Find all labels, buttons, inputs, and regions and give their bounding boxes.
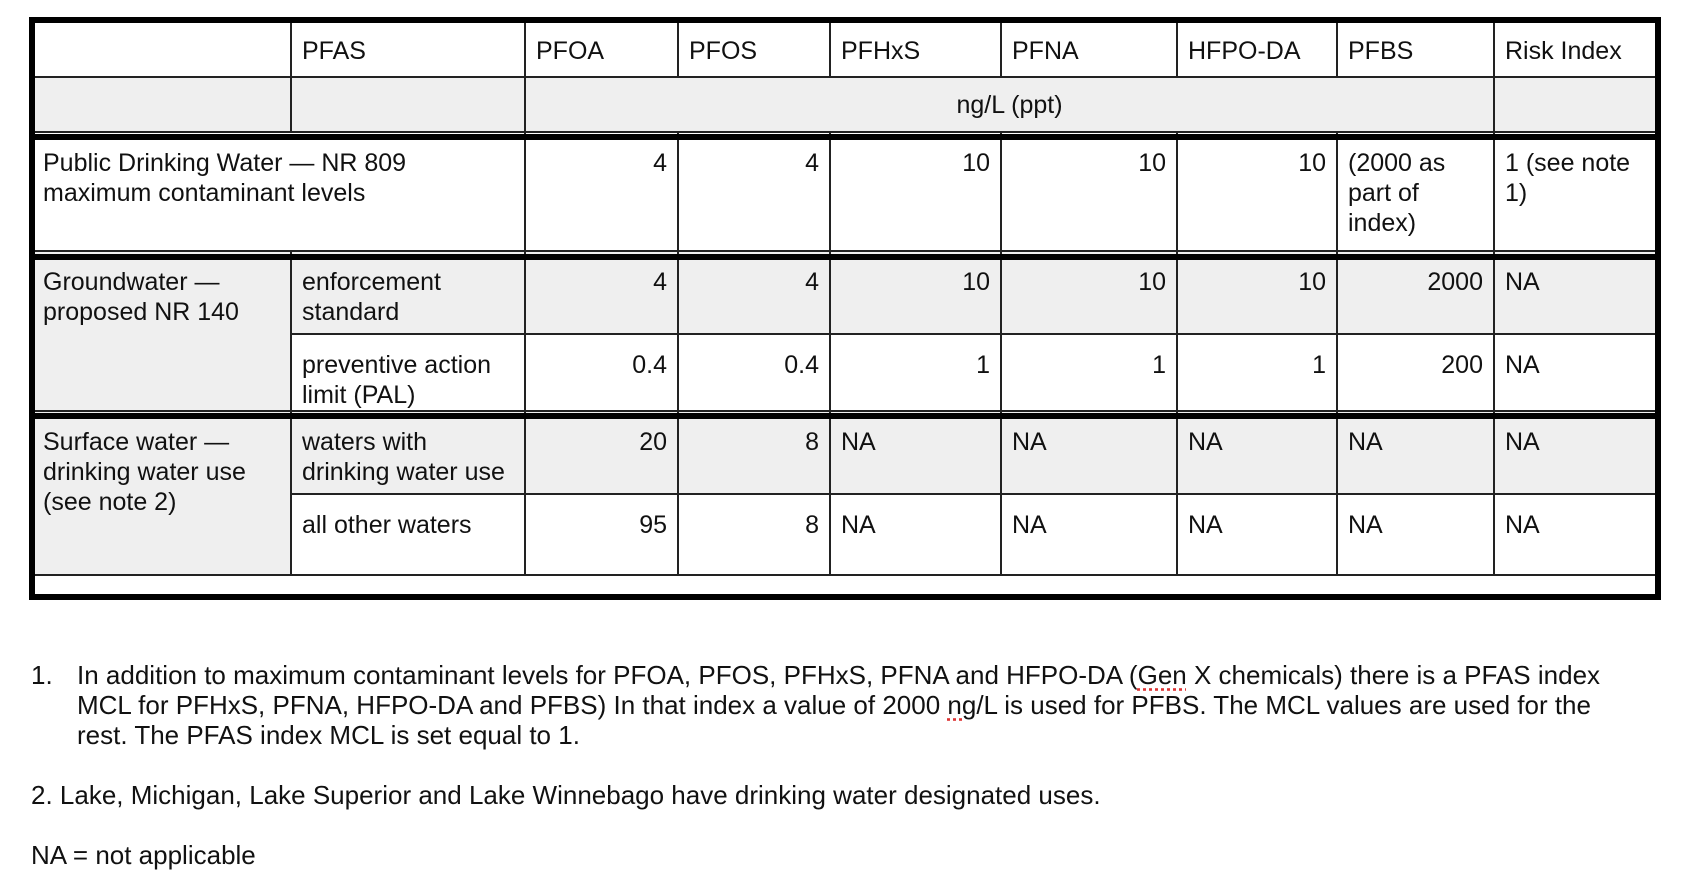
note-1	[31, 660, 1671, 750]
table-cell-risk-index: NA	[1494, 334, 1660, 411]
surface-water-label: Surface water — drinking water use (see note 2)	[32, 411, 291, 575]
table-cell: 1	[1001, 334, 1177, 411]
public-drinking-water-label	[32, 132, 525, 251]
note-1-text	[77, 660, 1671, 750]
public-drinking-water-label-text: Public Drinking Water — NR 809 maximum contaminant levels	[43, 149, 407, 207]
table-cell: NA	[1001, 411, 1177, 494]
table-cell: NA	[1177, 494, 1337, 575]
note-1-text-part: In addition to maximum contaminant levels for PFOA, PFOS, PFHxS, PFNA and HFPO-DA (	[77, 660, 1138, 690]
groundwater-row-enforcement	[32, 251, 1660, 334]
header-pfna: PFNA	[1001, 20, 1177, 77]
table-cell-risk-index: 1 (see note 1)	[1494, 132, 1660, 251]
units-row	[32, 77, 1660, 132]
table-cell: 10	[1001, 251, 1177, 334]
header-pfas: PFAS	[291, 20, 525, 77]
units-blank-cell	[1494, 77, 1660, 132]
table-cell: 1	[1177, 334, 1337, 411]
table-cell: 4	[525, 132, 678, 251]
table-cell: NA	[1001, 494, 1177, 575]
header-row	[32, 20, 1660, 77]
table-cell-pfbs-index-note: (2000 as part of index)	[1337, 132, 1494, 251]
table-cell: 8	[678, 411, 830, 494]
header-pfos: PFOS	[678, 20, 830, 77]
table-cell: NA	[1177, 411, 1337, 494]
table-cell: 1	[830, 334, 1001, 411]
header-pfbs: PFBS	[1337, 20, 1494, 77]
header-pfhxs: PFHxS	[830, 20, 1001, 77]
table-cell: NA	[1337, 411, 1494, 494]
spellcheck-word: ng	[947, 690, 977, 720]
units-label: ng/L (ppt)	[525, 77, 1494, 132]
table-cell-risk-index: NA	[1494, 251, 1660, 334]
table-cell: 8	[678, 494, 830, 575]
table-cell: 10	[830, 132, 1001, 251]
units-blank-cell	[291, 77, 525, 132]
units-blank-cell	[32, 77, 291, 132]
table-cell: 200	[1337, 334, 1494, 411]
surface-water-row-drinking	[32, 411, 1660, 494]
header-hfpo-da: HFPO-DA	[1177, 20, 1337, 77]
header-risk-index: Risk Index	[1494, 20, 1660, 77]
table-cell-risk-index: NA	[1494, 411, 1660, 494]
table-cell: 10	[1001, 132, 1177, 251]
table-cell: NA	[830, 494, 1001, 575]
row-sublabel: all other waters	[291, 494, 525, 575]
table-cell: 20	[525, 411, 678, 494]
spellcheck-word: Gen	[1137, 660, 1187, 690]
table-cell-risk-index: NA	[1494, 494, 1660, 575]
table-cell: 4	[525, 251, 678, 334]
pfas-standards-table	[31, 19, 1661, 576]
header-corner-cell	[32, 20, 291, 77]
header-pfoa: PFOA	[525, 20, 678, 77]
note-1-text-part: /L is used for PFBS. The MCL values are used for the rest. The PFAS index MCL is set equal to 1.	[77, 690, 1591, 750]
groundwater-label: Groundwater — proposed NR 140	[32, 251, 291, 411]
table-cell: 4	[678, 132, 830, 251]
na-definition: NA = not applicable	[31, 840, 256, 870]
table-cell: 95	[525, 494, 678, 575]
table-cell: NA	[1337, 494, 1494, 575]
table-cell: 0.4	[678, 334, 830, 411]
row-sublabel: enforcement standard	[291, 251, 525, 334]
table-cell: 2000	[1337, 251, 1494, 334]
note-1-number: 1.	[31, 660, 53, 690]
table-cell: 10	[830, 251, 1001, 334]
public-drinking-water-row	[32, 132, 1660, 251]
note-1-text-part: X chemicals) there is a PFAS index MCL for PFHxS, PFNA, HFPO-DA and PFBS) In that index a value of 2000	[77, 660, 1601, 720]
table-cell: 10	[1177, 132, 1337, 251]
table-cell: NA	[830, 411, 1001, 494]
table-cell: 0.4	[525, 334, 678, 411]
table-cell: 4	[678, 251, 830, 334]
table-notes	[31, 660, 1671, 870]
table-cell: 10	[1177, 251, 1337, 334]
row-sublabel: waters with drinking water use	[291, 411, 525, 494]
row-sublabel: preventive action limit (PAL)	[291, 334, 525, 411]
note-2: 2. Lake, Michigan, Lake Superior and Lake Winnebago have drinking water designated uses.	[31, 780, 1101, 810]
